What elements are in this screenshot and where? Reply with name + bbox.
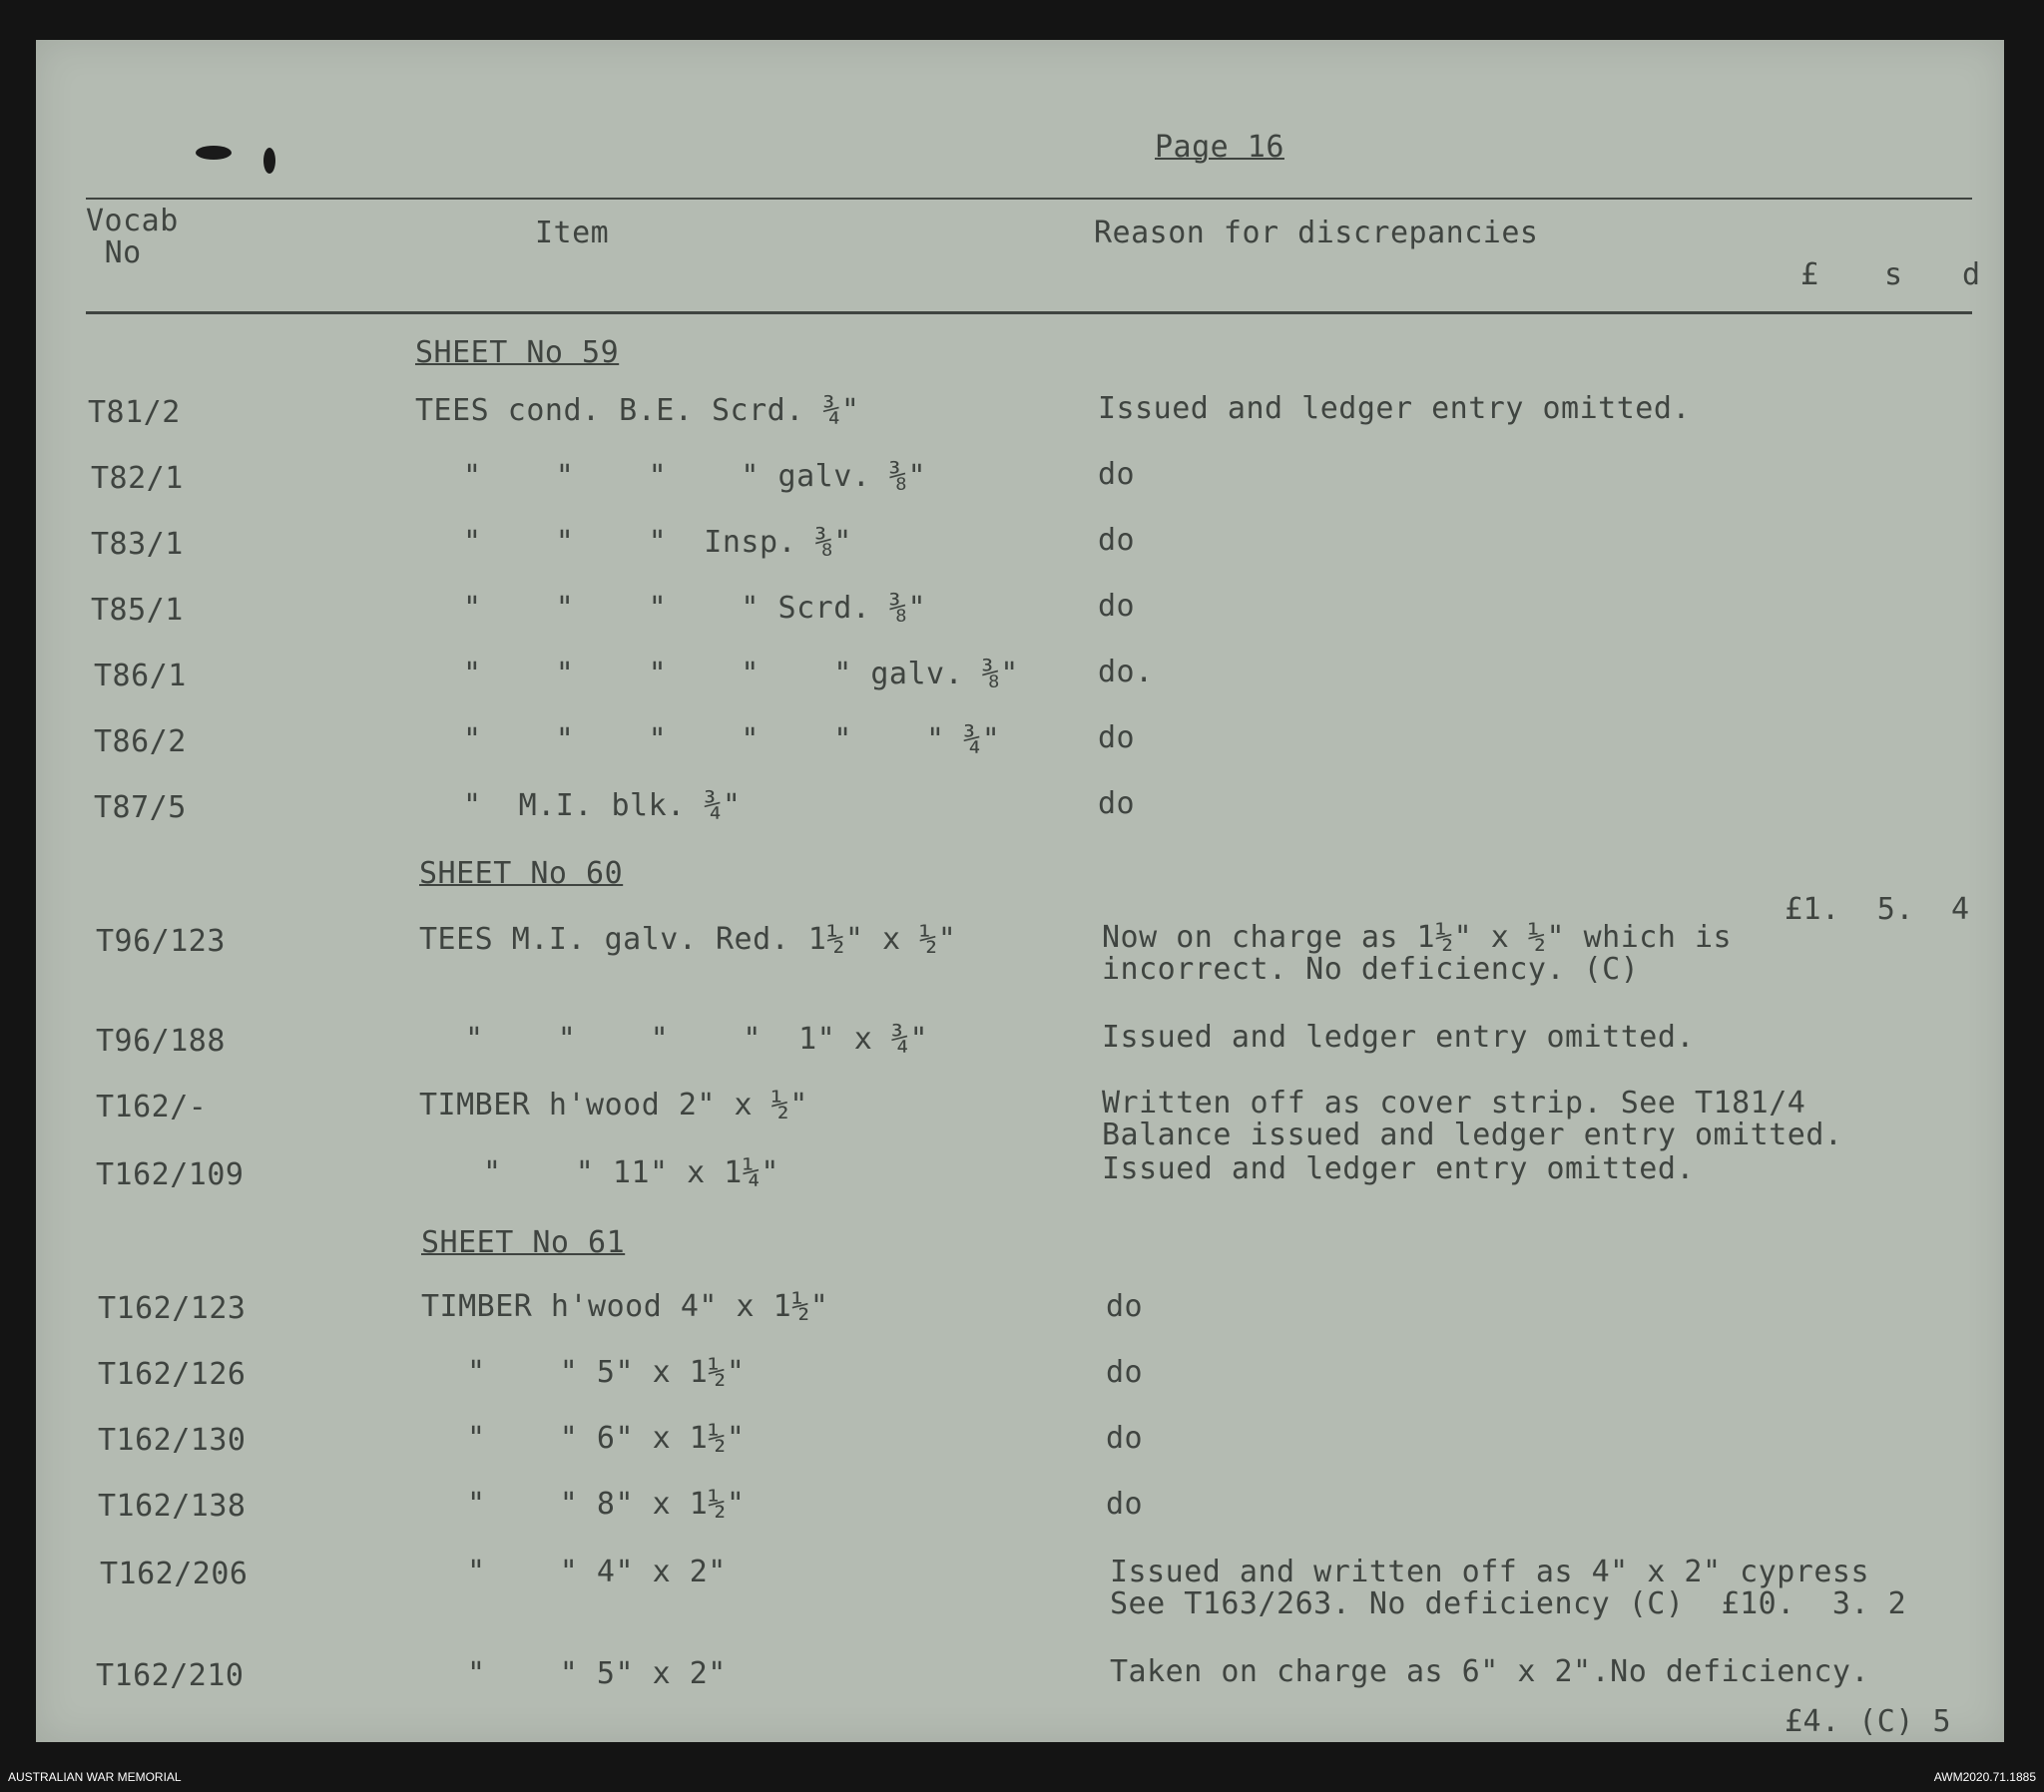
discrepancy-reason: do	[1106, 1289, 1144, 1324]
header-reason: Reason for discrepancies	[1094, 216, 1539, 250]
vocab-number: T86/2	[94, 724, 187, 759]
section-heading: SHEET No 59	[415, 335, 620, 370]
item-description: TIMBER h'wood 4" x 1½"	[421, 1289, 829, 1324]
discrepancy-reason: do	[1098, 523, 1136, 558]
item-description: " " 6" x 1½"	[467, 1421, 746, 1456]
header-pence: d	[1962, 257, 1981, 292]
item-description: " " " Insp. ⅜"	[463, 525, 852, 560]
discrepancy-reason: Taken on charge as 6" x 2".No deficiency.	[1110, 1654, 1870, 1689]
vocab-number: T162/138	[98, 1489, 247, 1524]
header-pounds: £	[1800, 257, 1819, 292]
vocab-number: T96/188	[96, 1024, 226, 1059]
header-item: Item	[535, 216, 610, 250]
item-description: " " 5" x 1½"	[467, 1355, 746, 1390]
footer-institution: AUSTRALIAN WAR MEMORIAL	[8, 1770, 182, 1784]
discrepancy-reason: Issued and ledger entry omitted.	[1098, 391, 1691, 426]
vocab-number: T162/126	[98, 1357, 247, 1392]
vocab-number: T85/1	[91, 593, 184, 628]
item-description: " " 5" x 2"	[467, 1656, 727, 1691]
vocab-number: T162/123	[98, 1291, 247, 1326]
item-description: " " " " " galv. ⅜"	[463, 657, 1019, 691]
item-description: TEES M.I. galv. Red. 1½" x ½"	[419, 922, 957, 957]
item-description: " " " " Scrd. ⅜"	[463, 591, 927, 626]
punch-hole-mark	[196, 146, 232, 160]
discrepancy-reason: do	[1106, 1487, 1144, 1522]
page-number: Page 16	[1155, 130, 1284, 165]
vocab-number: T87/5	[94, 790, 187, 825]
item-description: " " 11" x 1¼"	[483, 1155, 779, 1190]
item-description: " " " " " " ¾"	[463, 722, 1001, 757]
vocab-number: T96/123	[96, 924, 226, 959]
discrepancy-reason: do	[1106, 1421, 1144, 1456]
discrepancy-reason: Written off as cover strip. See T181/4	[1102, 1086, 1806, 1120]
amount-value: £1. 5. 4	[1785, 892, 1970, 927]
punch-hole-mark	[263, 148, 275, 174]
header-top-rule	[86, 198, 1972, 200]
item-description: " M.I. blk. ¾"	[463, 788, 742, 823]
discrepancy-reason-continued: incorrect. No deficiency. (C)	[1102, 952, 1640, 987]
vocab-number: T162/109	[96, 1157, 245, 1192]
vocab-number: T162/130	[98, 1423, 247, 1458]
discrepancy-reason: do	[1098, 720, 1136, 755]
section-heading: SHEET No 60	[419, 856, 624, 891]
vocab-number: T86/1	[94, 659, 187, 693]
amount-value: £4. (C) 5	[1785, 1704, 1952, 1739]
item-description: " " " " 1" x ¾"	[465, 1022, 929, 1057]
discrepancy-reason: Now on charge as 1½" x ½" which is	[1102, 920, 1733, 955]
discrepancy-reason-continued: See T163/263. No deficiency (C) £10. 3. 2	[1110, 1586, 1907, 1621]
discrepancy-reason: Issued and ledger entry omitted.	[1102, 1151, 1695, 1186]
discrepancy-reason: do	[1098, 589, 1136, 624]
discrepancy-reason: Issued and written off as 4" x 2" cypress	[1110, 1555, 1870, 1589]
header-vocab-no: Vocab No	[86, 204, 179, 270]
discrepancy-reason: do	[1106, 1355, 1144, 1390]
header-bottom-rule	[86, 311, 1972, 314]
archive-footer	[0, 1766, 2044, 1788]
vocab-number: T162/-	[96, 1090, 208, 1124]
item-description: TIMBER h'wood 2" x ½"	[419, 1088, 808, 1122]
vocab-number: T162/210	[96, 1658, 245, 1693]
discrepancy-reason: do	[1098, 457, 1136, 492]
item-description: " " 8" x 1½"	[467, 1487, 746, 1522]
item-description: " " 4" x 2"	[467, 1555, 727, 1589]
document-sheet	[36, 40, 2004, 1742]
discrepancy-reason: Issued and ledger entry omitted.	[1102, 1020, 1695, 1055]
vocab-number: T83/1	[91, 527, 184, 562]
item-description: TEES cond. B.E. Scrd. ¾"	[415, 393, 860, 428]
vocab-number: T82/1	[91, 461, 184, 496]
vocab-number: T81/2	[88, 395, 181, 430]
section-heading: SHEET No 61	[421, 1225, 626, 1260]
header-shillings: s	[1884, 257, 1903, 292]
vocab-number: T162/206	[100, 1557, 249, 1591]
footer-reference: AWM2020.71.1885	[1933, 1770, 2036, 1784]
discrepancy-reason: do	[1098, 786, 1136, 821]
item-description: " " " " galv. ⅜"	[463, 459, 927, 494]
discrepancy-reason-continued: Balance issued and ledger entry omitted.	[1102, 1118, 1843, 1152]
discrepancy-reason: do.	[1098, 655, 1154, 689]
